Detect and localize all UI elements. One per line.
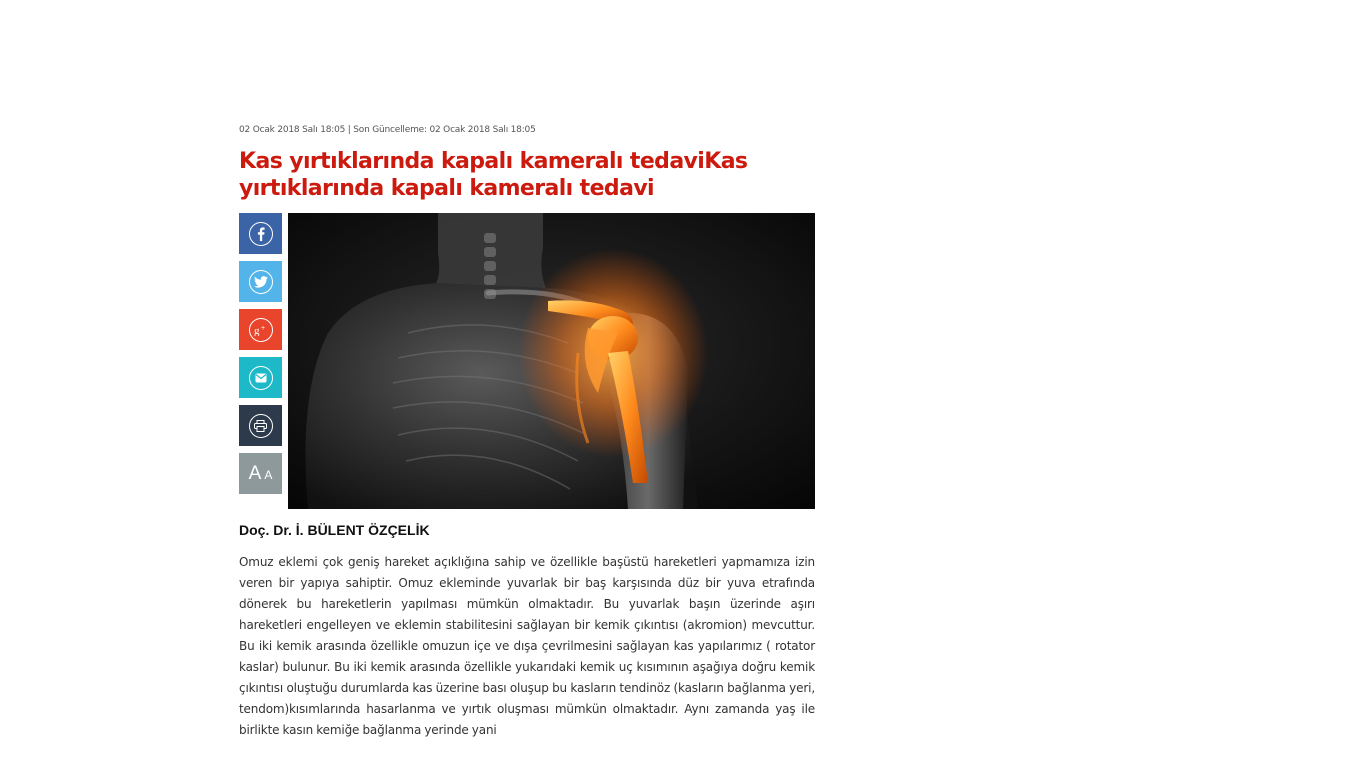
font-size-icon (249, 463, 273, 485)
google-plus-icon (249, 318, 273, 342)
share-mail-button[interactable] (239, 357, 282, 398)
article-title: Kas yırtıklarında kapalı kameralı tedaviKas yırtıklarında kapalı kameralı tedavi (239, 149, 748, 201)
article (239, 120, 815, 741)
share-facebook-button[interactable] (239, 213, 282, 254)
font-size-button[interactable] (239, 453, 282, 494)
media-row (239, 213, 815, 509)
mail-icon (249, 366, 273, 390)
twitter-icon (249, 270, 273, 294)
facebook-icon (249, 222, 273, 246)
article-hero-image (288, 213, 815, 509)
article-date: 02 Ocak 2018 Salı 18:05 | Son Güncelleme: 02 Ocak 2018 Salı 18:05 (239, 125, 536, 135)
share-google-plus-button[interactable] (239, 309, 282, 350)
print-button[interactable] (239, 405, 282, 446)
share-twitter-button[interactable] (239, 261, 282, 302)
shoulder-xray-illustration (288, 213, 815, 509)
article-author: Doç. Dr. İ. BÜLENT ÖZÇELİK (239, 522, 430, 538)
svg-text:+: + (260, 324, 265, 332)
svg-text:g: g (253, 324, 259, 336)
font-size-small-label: A (264, 467, 273, 482)
print-icon (249, 414, 273, 438)
font-size-big-label: A (248, 462, 262, 484)
share-bar (239, 213, 282, 501)
article-body: Omuz eklemi çok geniş hareket açıklığına sahip ve özellikle başüstü hareketleri yapmamıza izin veren bir yapıya sahiptir. Omuz ekleminde yuvarlak bir baş karşısında düz bir yuva etrafında dönerek bu hareketlerin yapılması mümkün olmaktadır. Bu yuvarlak başın üzerinde aşırı hareketleri engelleyen ve eklemin stabilitesini sağlayan bir kemik çıkıntısı (akromion) mevcuttur. Bu iki kemik arasında özellikle omuzun içe ve dışa çevrilmesini sağlayan kas yapılarımız ( rotator kaslar) bulunur. Bu iki kemik arasında özellikle yukarıdaki kemik uç kısımının aşağıya doğru kemik çıkıntısı oluştuğu durumlarda kas üzerine bası oluşup bu kasların tendinöz (kasların bağlanma yeri, tendom)kısımlarında hasarlanma ve yırtık oluşması mümkün olmaktadır. Aynı zamanda yaş ile birlikte kasın kemiğe bağlanma yerinde yani (239, 555, 815, 737)
